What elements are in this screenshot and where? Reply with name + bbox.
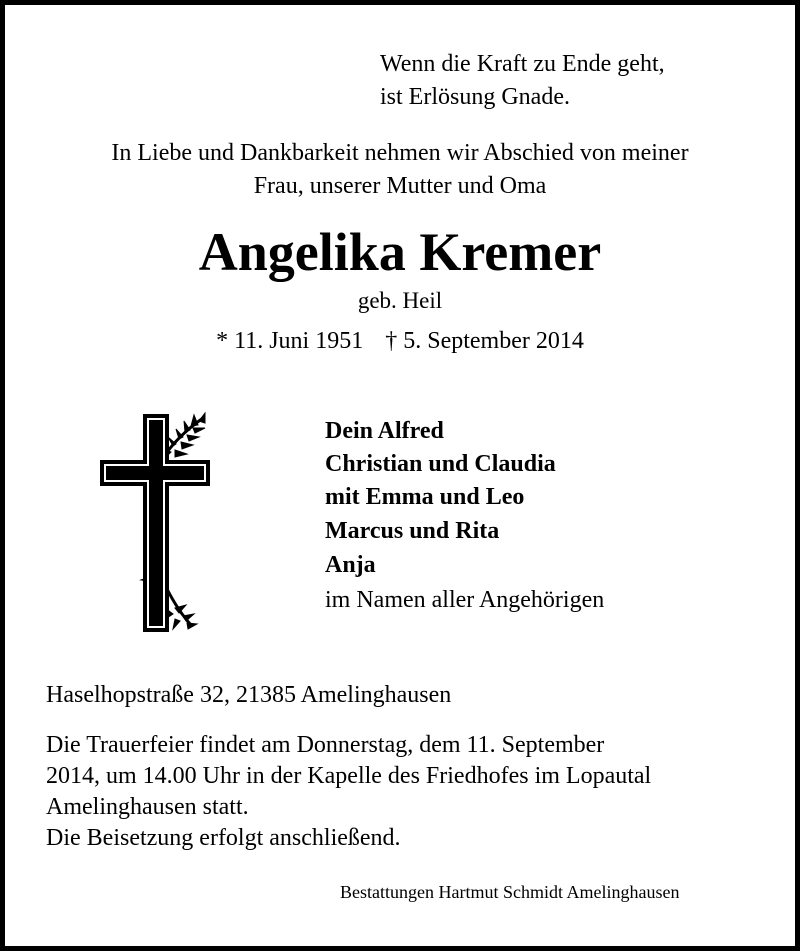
life-dates xyxy=(0,326,800,356)
mourner-name: Christian und Claudia xyxy=(325,451,556,477)
service-line: Amelinghausen statt. xyxy=(46,794,249,820)
family-address: Haselhopstraße 32, 21385 Amelinghausen xyxy=(46,682,452,708)
epigraph-quote xyxy=(380,48,665,114)
service-line: 2014, um 14.00 Uhr in der Kapelle des Friedhofes im Lopautal xyxy=(46,763,652,789)
mourners-closing: im Namen aller Angehörigen xyxy=(325,587,605,613)
death-date: † 5. September 2014 xyxy=(385,328,584,354)
mourner-name: Anja xyxy=(325,552,376,578)
cross-with-palm-branch-icon xyxy=(95,412,220,634)
funeral-service-info xyxy=(46,730,651,854)
quote-line: Wenn die Kraft zu Ende geht, xyxy=(380,51,665,77)
deceased-name: Angelika Kremer xyxy=(198,222,602,282)
farewell-intro xyxy=(0,137,800,203)
mourner-name: Marcus und Rita xyxy=(325,518,500,544)
mourners-list xyxy=(325,414,604,618)
service-line: Die Trauerfeier findet am Donnerstag, dem 11. September xyxy=(46,732,605,758)
mourner-name: Dein Alfred xyxy=(325,418,444,444)
quote-line: ist Erlösung Gnade. xyxy=(380,84,570,110)
intro-line: In Liebe und Dankbarkeit nehmen wir Abschied von meiner xyxy=(111,140,689,166)
service-line: Die Beisetzung erfolgt anschließend. xyxy=(46,825,401,851)
birth-date: * 11. Juni 1951 xyxy=(216,328,364,354)
funeral-home-credit: Bestattungen Hartmut Schmidt Amelinghausen xyxy=(340,882,680,902)
intro-line: Frau, unserer Mutter und Oma xyxy=(253,173,547,199)
mourner-name: mit Emma und Leo xyxy=(325,484,525,510)
birth-name: geb. Heil xyxy=(357,288,443,313)
